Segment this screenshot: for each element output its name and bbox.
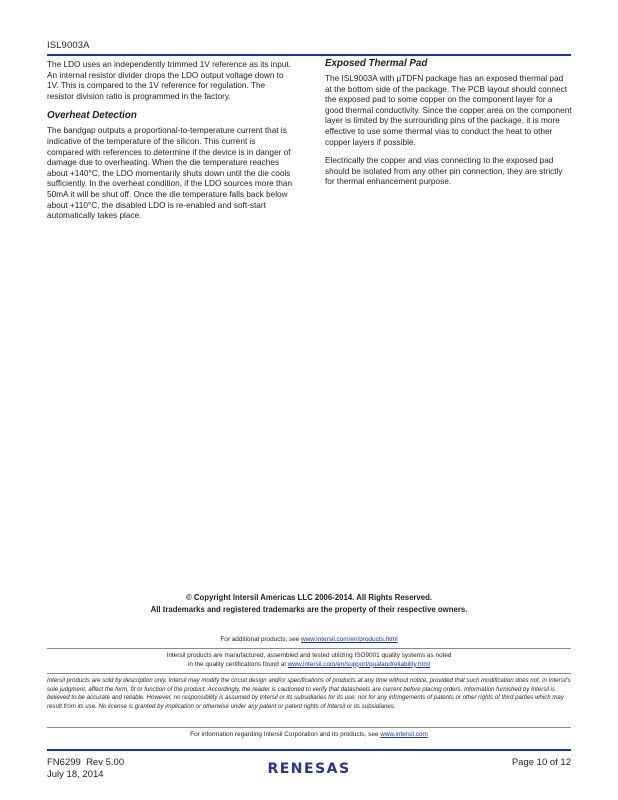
quality-line-1: Intersil products are manufactured, assembled and tested utilizing ISO9001 quality systems as noted <box>166 652 452 659</box>
footer-rule <box>47 749 571 751</box>
renesas-logo: RENESAS <box>267 761 351 777</box>
page-number: Page 10 of 12 <box>511 757 571 768</box>
thermal-pad-paragraph-1: The ISL9003A with µTDFN package has an exposed thermal pad at the bottom side of the package. The PCB layout should connect the exposed pad to some copper on the component layer for a good thermal conductivity. Since the copper area on the component layer is limited by the surrounding pins of the package, it is more effective to use some thermal vias to conduct the heat to other copper layers if possible. <box>325 74 572 147</box>
exposed-thermal-pad-heading: Exposed Thermal Pad <box>325 58 428 69</box>
footer-divider-3 <box>47 727 571 728</box>
copyright-line: © Copyright Intersil Americas LLC 2006-2014. All Rights Reserved. <box>185 593 433 602</box>
products-link[interactable]: www.intersil.com/en/products.html <box>301 636 398 643</box>
document-number: FN6299 Rev 5.00 <box>47 757 125 768</box>
document-date: July 18, 2014 <box>47 769 104 780</box>
intersil-link[interactable]: www.intersil.com <box>380 731 428 738</box>
trademark-line: All trademarks and registered trademarks are the property of their respective owners. <box>150 605 468 614</box>
footer-divider-1 <box>47 648 571 649</box>
right-column <box>325 60 572 196</box>
overheat-detection-paragraph: The bandgap outputs a proportional-to-temperature current that is indicative of the temperature of the silicon. This current is compared with references to determine if the device is in danger of damage due to overheating. When the die temperature reaches about +140°C, the LDO momentarily shuts down until the die cools sufficiently. In the overheat condition, if the LDO sources more than 50mA it will be shut off. Once the die temperature falls back below about +110°C, the disabled LDO is re-enabled and soft-start automatically takes place. <box>47 126 293 221</box>
quality-link[interactable]: www.intersil.com/en/support/qualandreliability.html <box>287 660 431 668</box>
legal-disclaimer: Intersil products are sold by description only. Intersil may modify the circuit design and/or specifications of products at any time without notice, provided that such modification does not, in Intersil's sole judgment, affect the form, fit or function of the product. Accordingly, the reader is cautioned to verify that datasheets are current before placing orders. Information furnished by Intersil is believed to be accurate and reliable. However, no responsibility is assumed by Intersil or its subsidiaries for its use; nor for any infringements of patents or other rights of third parties which may result from its use. No license is granted by implication or otherwise under any patent or patent rights of Intersil or its subsidiaries. <box>47 677 571 710</box>
corporate-info-text: For information regarding Intersil Corporation and its products, see <box>190 731 381 738</box>
additional-products-text: For additional products, see <box>220 636 302 643</box>
ldo-intro-paragraph: The LDO uses an independently trimmed 1V reference as its input. An internal resistor divider drops the LDO output voltage down to 1V. This is compared to the 1V reference for regulation. The resistor division ratio is programmed in the factory. <box>47 60 291 101</box>
document-id: ISL9003A <box>47 40 90 51</box>
header-rule <box>47 54 571 56</box>
quality-line-2: in the quality certifications found at <box>187 660 288 668</box>
copyright-notice <box>0 592 618 616</box>
footer-divider-2 <box>47 673 571 674</box>
left-column <box>47 60 294 230</box>
overheat-detection-heading: Overheat Detection <box>47 110 137 122</box>
quality-statement <box>47 652 571 669</box>
additional-products-line <box>47 636 571 645</box>
thermal-pad-paragraph-2: Electrically the copper and vias connecting to the exposed pad should be isolated from any other pin connection, they are strictly for thermal enhancement purpose. <box>325 156 563 187</box>
corporate-info-line <box>47 731 571 740</box>
